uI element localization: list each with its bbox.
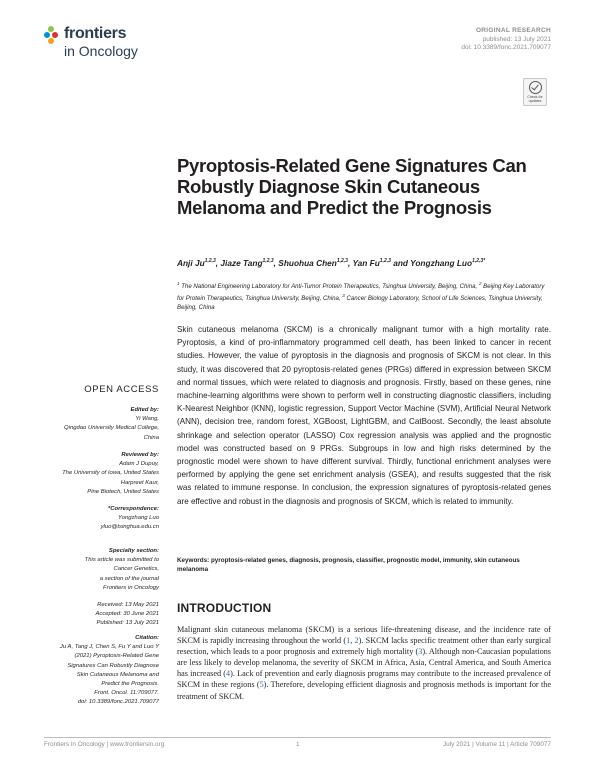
- specialty-section-label: Specialty section:: [108, 548, 159, 554]
- received-label: Received:: [97, 602, 124, 608]
- editor-name: Yi Wang,: [135, 416, 159, 423]
- correspondence-label: *Correspondence:: [107, 506, 159, 512]
- author-name[interactable]: Yan Fu: [352, 258, 380, 268]
- accepted-date: 30 June 2021: [121, 611, 159, 618]
- open-access-label: OPEN ACCESS: [84, 384, 159, 395]
- reference-link[interactable]: 3: [418, 647, 423, 657]
- correspondence-block: [44, 505, 159, 533]
- citation-line: Skin Cutaneous Melanoma and: [76, 671, 159, 678]
- frontiers-logo-icon: [44, 26, 58, 46]
- published-label: Published:: [96, 620, 124, 627]
- affiliations: $^1$ The National Engineering Laboratory for Anti-Tumor Protein Therapeutics, Tsinghua University, Beijing, China, $^2$ Beijing Key Laboratory for Protein Therapeutics, Tsinghua University, Beijing, China, $^3$ Cancer Biology Laboratory, School of Life Sciences, Tsinghua University, Beijing, China: [177, 281, 545, 312]
- journal-name-line1: frontiers: [64, 25, 127, 42]
- specialty-line: a section of the journal: [99, 575, 159, 582]
- edited-by-block: [44, 406, 159, 443]
- footer-volume-info: July 2021 | Volume 11 | Article 709077: [442, 741, 551, 748]
- reviewed-by-label: Reviewed by:: [121, 452, 159, 458]
- author-name[interactable]: Anji Ju: [177, 258, 205, 268]
- published-date: published: 13 July 2021: [482, 35, 551, 43]
- citation-label: Citation:: [135, 635, 159, 641]
- footer-journal-link[interactable]: Frontiers in Oncology | www.frontiersin.org: [44, 741, 165, 748]
- citation-line: Signatures Can Robustly Diagnose: [67, 662, 159, 669]
- check-icon: [529, 81, 542, 94]
- author-list: Anji Ju$^{1,2,3}$, Jiaze Tang$^{1,2,3}$, Shuohua Chen$^{1,2,3}$, Yan Fu$^{1,2,3}$ and Yongzhang Luo$^{1,2,3*}$: [177, 258, 486, 268]
- reference-link[interactable]: 2: [354, 636, 359, 646]
- received-date: 13 May 2021: [123, 602, 159, 608]
- specialty-line: Frontiers in Oncology: [103, 584, 159, 591]
- citation-line: Predict the Prognosis.: [101, 681, 159, 688]
- page-number: 1: [296, 741, 300, 748]
- article-title: Pyroptosis-Related Gene Signatures Can Robustly Diagnose Skin Cutaneous Melanoma and Predict the Prognosis: [177, 155, 527, 218]
- citation-line: Ju A, Tang J, Chen S, Fu Y and Luo Y: [59, 644, 159, 651]
- check-for-updates-label: Check for updates: [527, 95, 543, 103]
- editor-country: China: [143, 434, 159, 441]
- journal-name-line2: in Oncology: [64, 43, 138, 59]
- editor-affiliation: Qingdao University Medical College,: [64, 425, 159, 432]
- author-name[interactable]: Shuohua Chen: [278, 258, 337, 268]
- citation-block: [44, 634, 159, 708]
- correspondence-name: Yongzhang Luo: [118, 515, 159, 522]
- footer-divider: [44, 737, 551, 738]
- author-name[interactable]: Yongzhang Luo: [410, 258, 473, 268]
- keywords: Keywords: pyroptosis-related genes, diagnosis, prognosis, classifier, prognostic model, immunity, skin cutaneous melanoma: [177, 557, 520, 573]
- journal-logo[interactable]: [44, 22, 164, 58]
- article-type: ORIGINAL RESEARCH: [475, 27, 551, 34]
- specialty-line: This article was submitted to: [84, 557, 159, 564]
- author-name[interactable]: Jiaze Tang: [220, 258, 263, 268]
- dates-block: [44, 601, 159, 629]
- author-affil-sup: 1,2,3: [262, 258, 274, 265]
- accepted-label: Accepted:: [95, 611, 122, 618]
- author-affil-sup: 1,2,3: [204, 258, 216, 265]
- reviewer-affiliation: Pine Biotech, United States: [87, 488, 159, 495]
- reviewed-by-block: [44, 451, 159, 497]
- reference-link[interactable]: 5: [259, 680, 264, 690]
- author-affil-sup: 1,2,3: [379, 258, 391, 265]
- author-affil-sup: 1,2,3*: [472, 258, 486, 265]
- citation-line: (2021) Pyroptosis-Related Gene: [74, 653, 159, 660]
- correspondence-email[interactable]: yluo@tsinghua.edu.cn: [100, 524, 159, 531]
- abstract: Skin cutaneous melanoma (SKCM) is a chronically malignant tumor with a high mortality rate. Pyroptosis, a kind of pro-inflammatory programmed cell death, has been linked to cancer in recent studies. However, the value of pyroptosis in the diagnosis and prognosis of SKCM is not clear. In this study, it was discovered that 20 pyroptosis-related genes (PRGs) differed in expression between SKCM and normal tissues, which were related to diagnosis and prognosis. Firstly, based on these genes, nine machine-learning algorithms were shown to perform well in constructing diagnostic classifiers, including K-Nearest Neighbor (KNN), logistic regression, Support Vector Machine (SVM), Artificial Neural Network (ANN), decision tree, random forest, XGBoost, LightGBM, and CatBoost. Secondly, the least absolute shrinkage and selection operator (LASSO) Cox regression analysis was applied and the prognostic model was constructed based on 9 PRGs. Subgroups in low and high risks determined by the prognostic model were shown to have different survival. Thirdly, functional enrichment analyses were performed by applying the gene set enrichment analysis (GSEA), and results suggested that the risk was related to immune response. In conclusion, the expression signatures of pyroptosis-related genes are effective and robust in the diagnosis and prognosis of SKCM, which is related to immunity.: [177, 325, 551, 506]
- reviewer-affiliation: The University of Iowa, United States: [62, 470, 159, 477]
- article-meta: [461, 27, 551, 53]
- specialty-section-block: [44, 547, 159, 593]
- check-for-updates-button[interactable]: [523, 78, 547, 106]
- introduction-paragraph: Malignant skin cutaneous melanoma (SKCM) is a serious life-threatening disease, and the incidence rate of SKCM is rapidly increasing throughout the world (1, 2). SKCM lacks specific treatment other than early surgical resection, which leads to a poor prognosis and extremely high mortality (3). Although non-Caucasian populations are less likely to develop melanoma, the severity of SKCM in Africa, Asia, Central America, and South America has increased (4). Lack of prevention and early diagnosis programs may contribute to the increased prevalence of SKCM in these regions (5). Therefore, developing efficient diagnosis and prognosis methods is important for the treatment of SKCM.: [177, 625, 551, 701]
- citation-doi[interactable]: doi: 10.3389/fonc.2021.709077: [77, 699, 159, 706]
- edited-by-label: Edited by:: [130, 407, 159, 413]
- citation-line: Front. Oncol. 11:709077.: [94, 690, 159, 697]
- reference-link[interactable]: 1: [346, 636, 351, 646]
- article-doi[interactable]: doi: 10.3389/fonc.2021.709077: [461, 44, 551, 51]
- reference-link[interactable]: 4: [226, 669, 231, 679]
- reviewer-name: Adam J Dupuy,: [119, 461, 159, 468]
- introduction-heading: INTRODUCTION: [177, 601, 272, 615]
- author-affil-sup: 1,2,3: [336, 258, 348, 265]
- published-date-side: 13 July 2021: [123, 620, 159, 627]
- specialty-line: Cancer Genetics,: [113, 566, 159, 573]
- reviewer-name: Harpreet Kaur,: [120, 479, 159, 486]
